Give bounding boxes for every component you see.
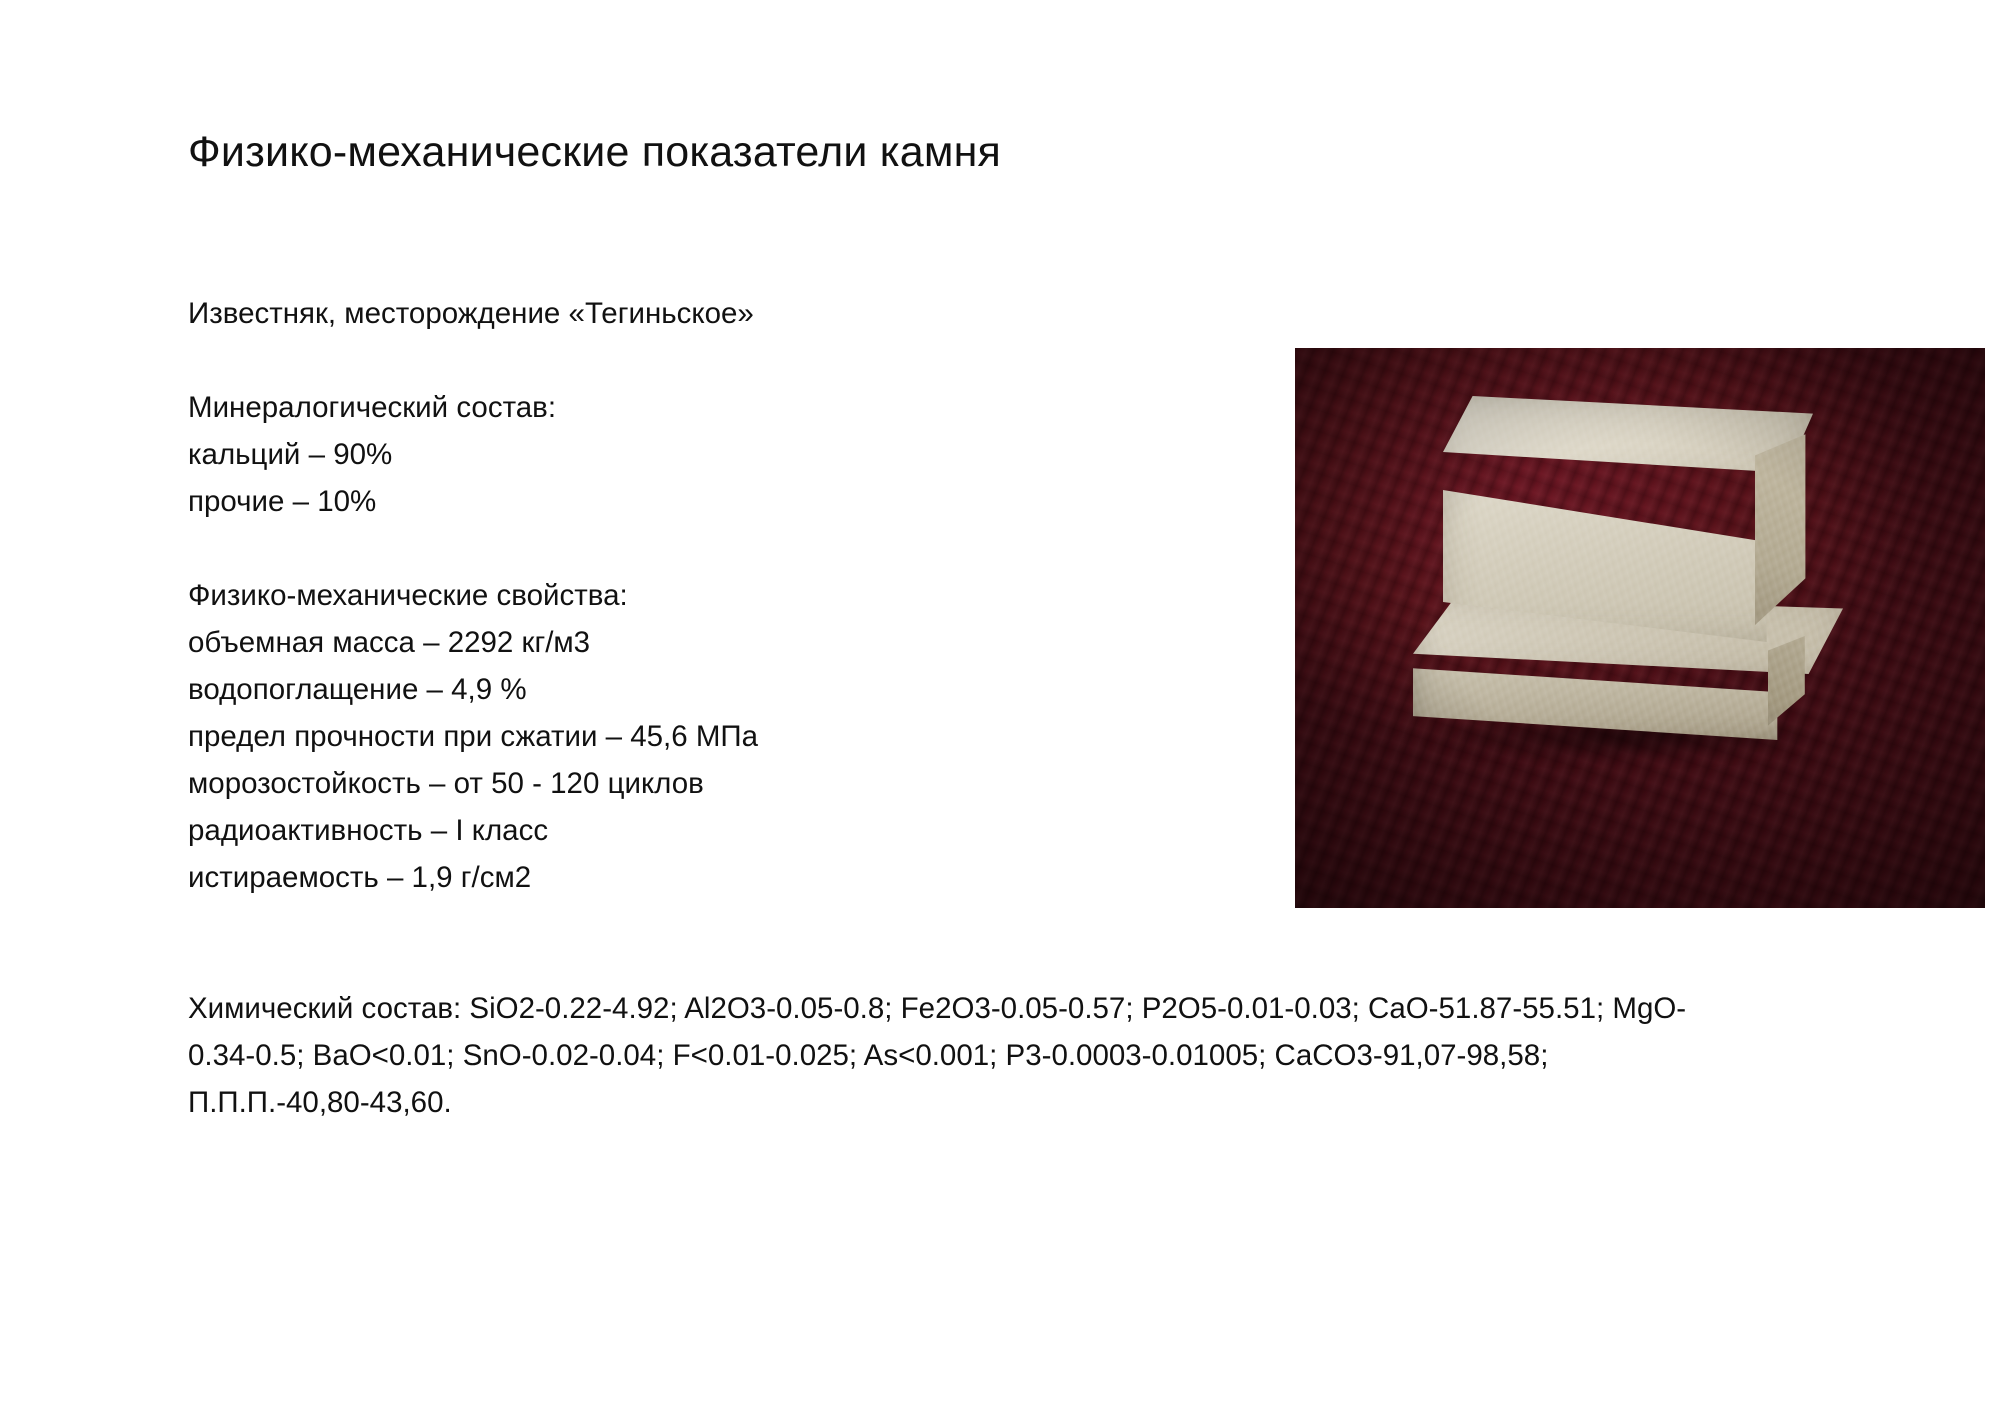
body-text-block <box>188 290 1198 901</box>
property-line: морозостойкость – от 50 - 120 циклов <box>188 767 704 800</box>
property-line: объемная масса – 2292 кг/м3 <box>188 626 591 659</box>
spacer <box>188 525 1198 572</box>
property-line: водопоглащение – 4,9 % <box>188 673 527 706</box>
intro-line: Известняк, месторождение «Тегиньское» <box>188 297 754 330</box>
property-line: истираемость – 1,9 г/см2 <box>188 861 532 894</box>
mineral-heading: Минералогический состав: <box>188 391 557 424</box>
mineral-line: кальций – 90% <box>188 438 393 471</box>
property-line: предел прочности при сжатии – 45,6 МПа <box>188 720 759 753</box>
properties-heading: Физико-механические свойства: <box>188 579 628 612</box>
chemical-composition-paragraph: Химический состав: SiO2-0.22-4.92; Al2O3-0.05-0.8; Fe2O3-0.05-0.57; P2O5-0.01-0.03; CaO-51.87-55.51; MgO-0.34-0.5; BaO<0.01; SnO-0.02-0.04; F<0.01-0.025; As<0.001; P3-0.0003-0.01005; CaCO3-91,07-98,58; П.П.П.-40,80-43,60. <box>188 992 1687 1119</box>
spacer <box>188 337 1198 384</box>
property-line: радиоактивность – I класс <box>188 814 549 847</box>
page-title: Физико-механические показатели камня <box>188 128 1002 176</box>
mineral-line: прочие – 10% <box>188 485 377 518</box>
stone-photo <box>1295 348 1985 908</box>
photo-vignette <box>1295 348 1985 908</box>
